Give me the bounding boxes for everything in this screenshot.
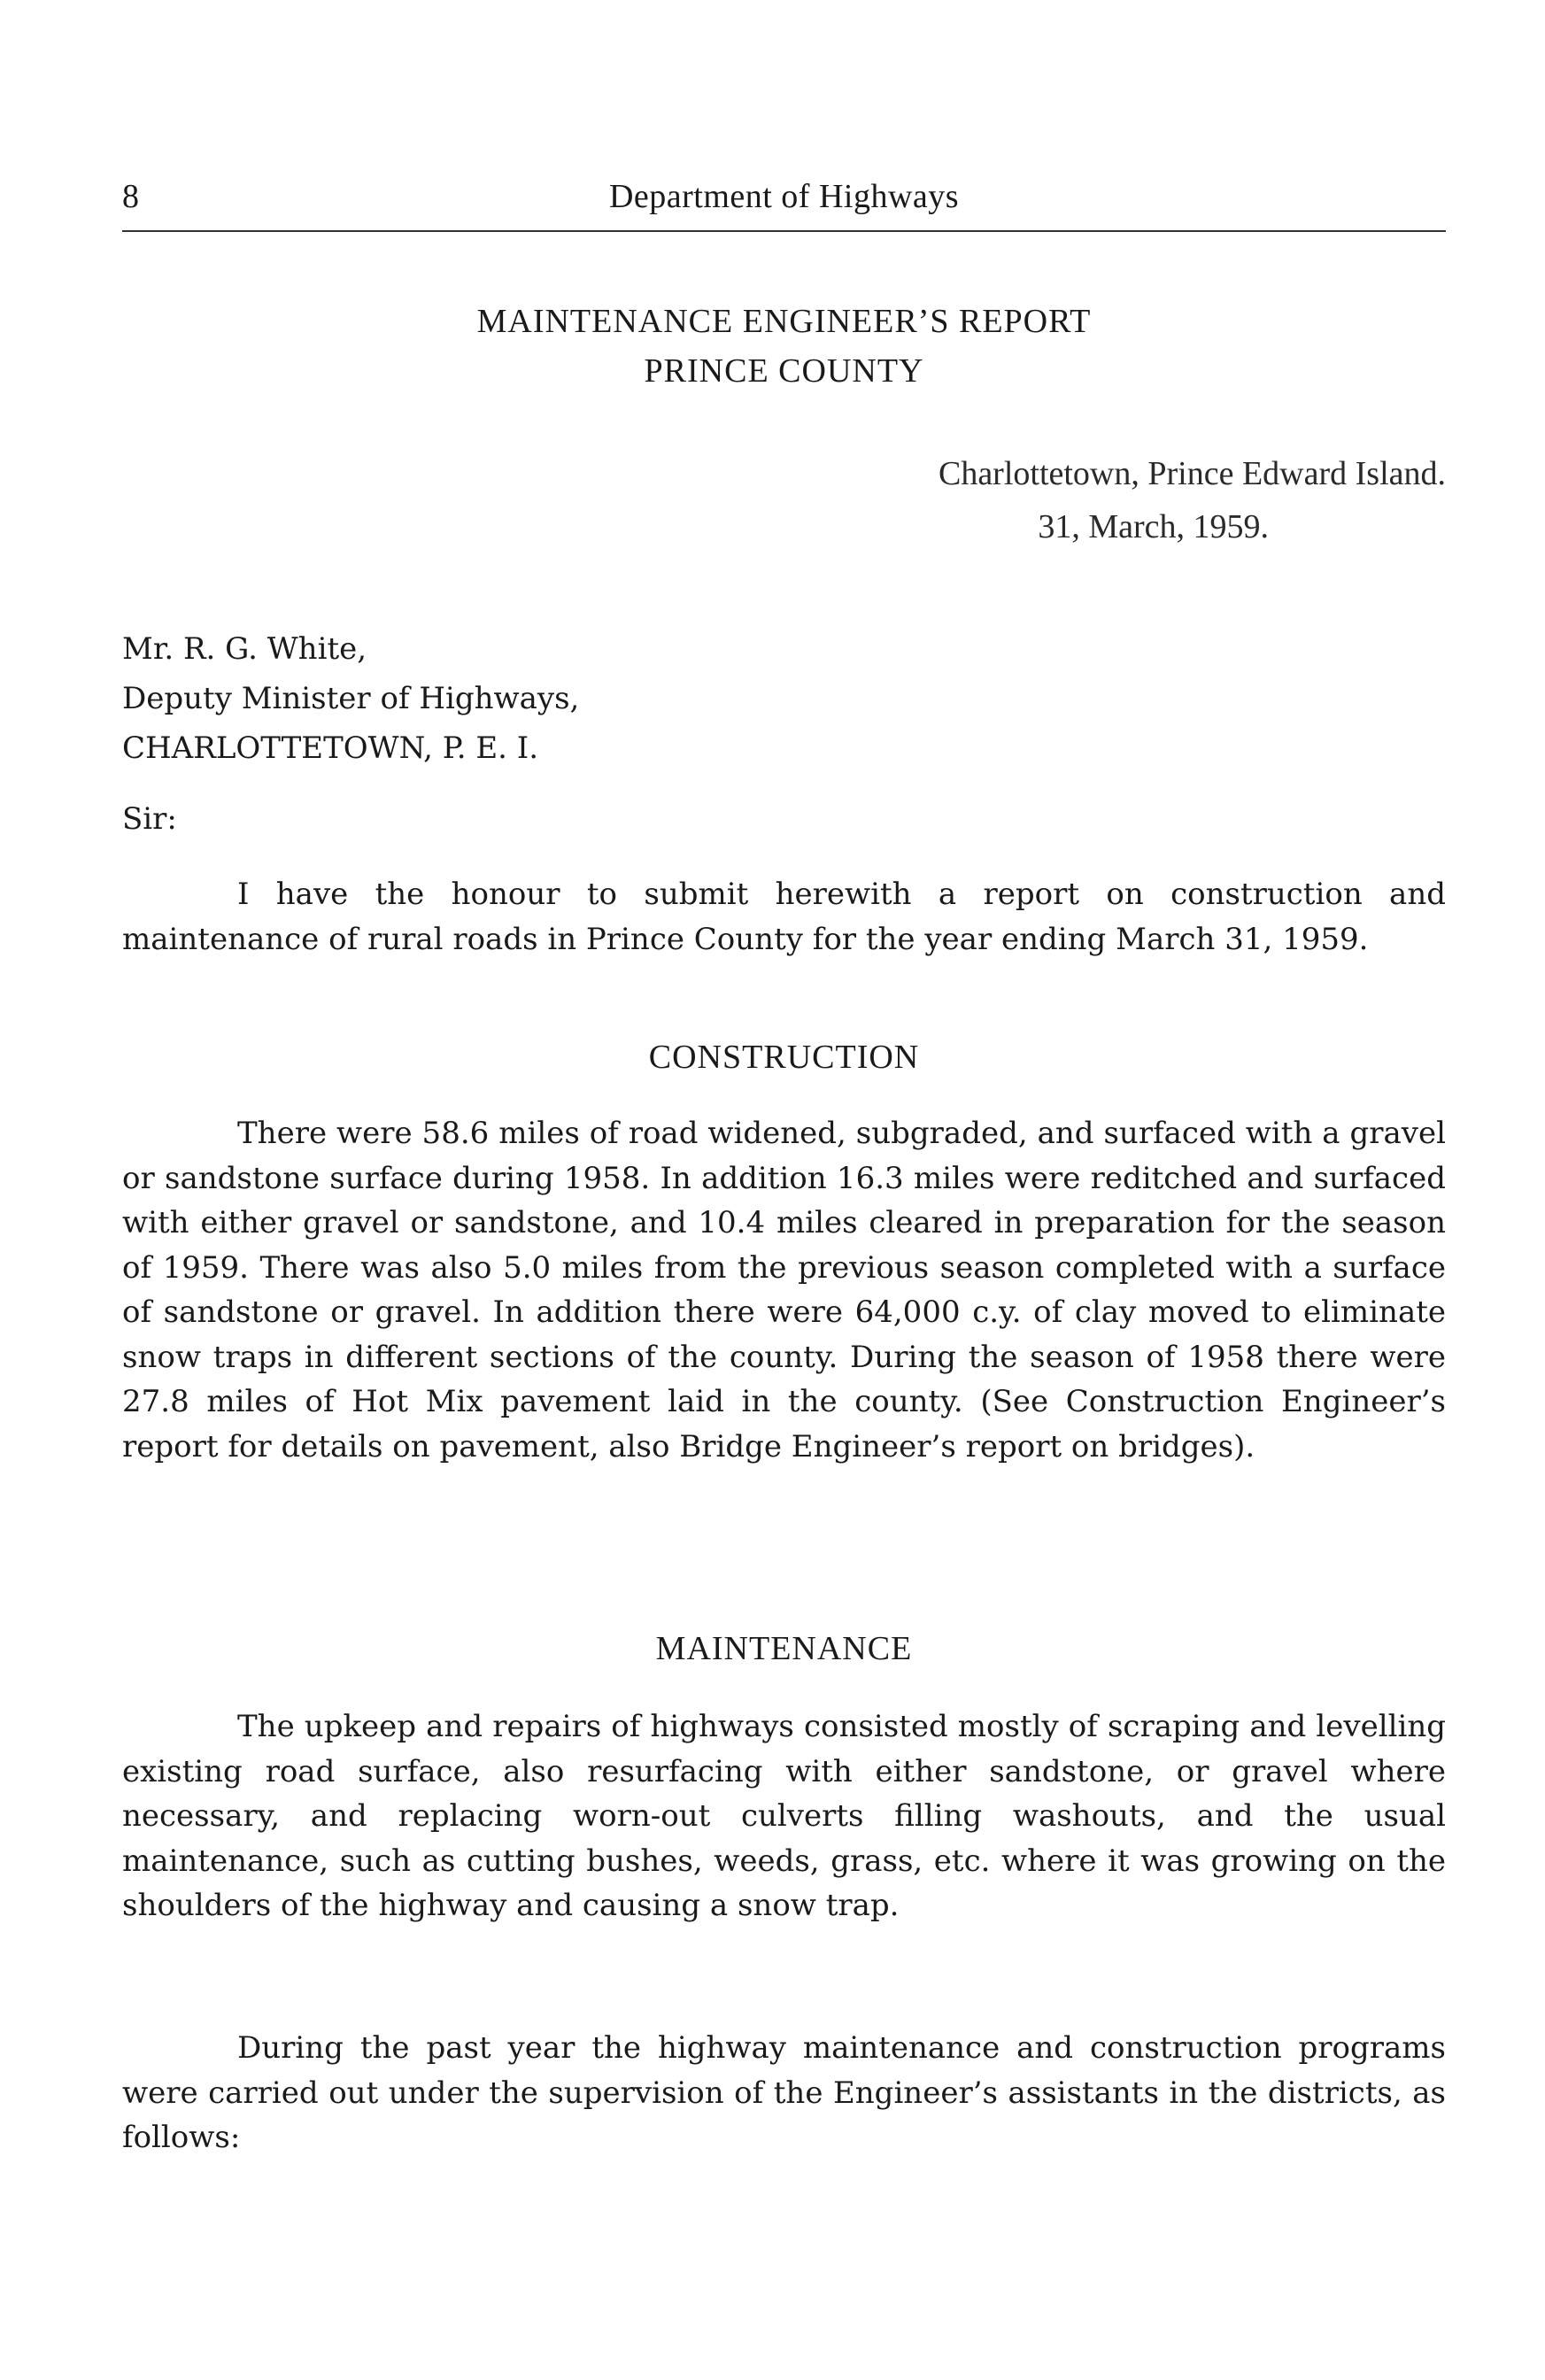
- addressee-location: CHARLOTTETOWN, P. E. I.: [122, 730, 539, 766]
- title-line-2: PRINCE COUNTY: [644, 352, 924, 390]
- place-date-block: [939, 447, 1446, 553]
- page-number: 8: [122, 178, 139, 215]
- addressee-block: [122, 624, 579, 773]
- title-line-1: MAINTENANCE ENGINEER’S REPORT: [476, 303, 1092, 340]
- report-title: [122, 297, 1446, 396]
- page-header: [122, 168, 1446, 230]
- construction-paragraph: There were 58.6 miles of road widened, subgraded, and surfaced with a gravel or sandstone surface during 1958. In addition 16.3 miles were reditched and surfaced with either gravel or sandstone, and 10.4 miles cleared in preparation for the season of 1959. There was also 5.0 miles from the previous season completed with a surface of sandstone or gravel. In addition there were 64,000 c.y. of clay moved to eliminate snow traps in different sections of the county. During the season of 1958 there were 27.8 miles of Hot Mix pavement laid in the county. (See Construction Engineer’s report for details on pavement, also Bridge Engineer’s report on bridges).: [122, 1116, 1446, 1464]
- date-line: 31, March, 1959.: [1038, 508, 1269, 545]
- addressee-title: Deputy Minister of Highways,: [122, 681, 580, 716]
- place-line: Charlottetown, Prince Edward Island.: [938, 455, 1446, 492]
- salutation: Sir:: [122, 801, 177, 837]
- running-head: Department of Highways: [608, 178, 960, 215]
- intro-paragraph: I have the honour to submit herewith a report on construction and maintenance of rural roads in Prince County for the year ending March 31, 1959.: [122, 877, 1446, 957]
- maintenance-paragraph-2: During the past year the highway maintenance and construction programs were carried out under the supervision of the Engineer’s assistants in the districts, as follows:: [122, 2030, 1446, 2155]
- maintenance-heading: MAINTENANCE: [655, 1630, 913, 1667]
- header-rule: [122, 230, 1446, 232]
- maintenance-paragraph-1: The upkeep and repairs of highways consisted mostly of scraping and levelling existing road surface, also resurfacing with either sandstone, or gravel where necessary, and replacing worn-out culverts filling washouts, and the usual maintenance, such as cutting bushes, weeds, grass, etc. where it was growing on the shoulders of the highway and causing a snow trap.: [122, 1709, 1446, 1923]
- construction-heading: CONSTRUCTION: [648, 1039, 920, 1076]
- addressee-name: Mr. R. G. White,: [122, 631, 367, 667]
